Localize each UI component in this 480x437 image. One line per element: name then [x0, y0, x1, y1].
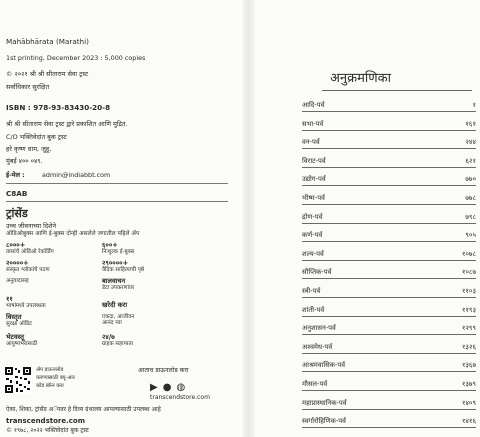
toc-entry-rule: [302, 167, 476, 168]
brand-tagline: उच्च जीवनाच्या दिशेने: [6, 222, 57, 230]
toc-entry: [258, 267, 480, 280]
feature-item: अनुवादासह: [6, 278, 29, 284]
toc-heading: अनुक्रमणिका: [330, 71, 392, 86]
feature-item: खरेदी करा: [102, 301, 128, 309]
toc-entry-rule: [302, 427, 476, 428]
printing-info: 1st printing, December 2023 : 5,000 copies: [6, 54, 146, 62]
toc-entry-rule: [302, 130, 476, 131]
store-url: transcendstore.com: [6, 417, 85, 425]
toc-entry: [258, 398, 480, 411]
toc-entry-rule: [302, 297, 476, 298]
toc-entry-title: स्त्री-पर्व: [302, 287, 321, 295]
divider: [6, 183, 228, 184]
toc-entry: [258, 193, 480, 206]
brand-tagline-2: ऑडिओबुक्स आणि ई-बुक्स दोन्ही असलेले जगातील पहिले ॲप: [6, 231, 140, 237]
feature-item: ८०००+ तासांचे ऑडिओ रेकॉर्डिंग: [6, 241, 54, 255]
feature-item: भेटवस्तू आयुष्यभरासाठी: [6, 333, 38, 347]
publisher-line: श्री श्री सीताराम सेवा ट्रस्ट द्वारे प्रकाशित आणि मुद्रित.: [6, 120, 128, 128]
toc-entry-page: १३७९: [461, 380, 476, 388]
feature-item: एकदा, आजीवन आनंद घ्या: [102, 314, 135, 327]
brand-name: ट्रांसेंड: [6, 207, 28, 220]
toc-entry-page: १३२६: [461, 342, 476, 351]
toc-entry-page: २४४: [465, 138, 476, 147]
toc-entry-title: वन-पर्व: [302, 138, 320, 147]
toc-entry-rule: [302, 185, 476, 186]
toc-entry-title: मौसल-पर्व: [302, 380, 328, 388]
download-now: आताच डाऊनलोड करा: [138, 367, 189, 374]
toc-entry-rule: [302, 316, 476, 317]
toc-entry-title: आदि-पर्व: [302, 101, 325, 109]
isbn: ISBN : 978-93-83430-20-8: [6, 103, 111, 112]
toc-entry-page: ११९३: [461, 305, 476, 314]
qr-caption-1: ॲप डाऊनलोड: [36, 367, 64, 373]
feature-item: २००००+ संस्कृत श्लोकांचे पठण: [6, 259, 50, 273]
toc-entry-title: विराट-पर्व: [302, 156, 326, 165]
feature-item: विस्तृत सुरक्षा ऑडिट: [6, 313, 32, 327]
toc-entry-title: शांती-पर्व: [302, 305, 325, 314]
store-url-small: transcendstore.com: [150, 394, 210, 401]
toc-entry-rule: [302, 111, 476, 112]
feature-item: २९००००+ वैदिक साहित्याची पृष्ठे: [102, 259, 145, 273]
book-gutter: [243, 0, 255, 437]
address-line-3: मुंबई ४०० ०४९.: [6, 157, 43, 165]
divider: [6, 201, 228, 202]
toc-entry-title: कर्ण-पर्व: [302, 231, 323, 240]
email-label: ई-मेल :: [6, 171, 25, 179]
feature-item: ६००+ निःशुल्क ई-बुक्स: [102, 241, 135, 255]
contents-page: [258, 0, 480, 437]
toc-entry-page: १२९९: [461, 324, 476, 333]
toc-entry-page: ७७०: [465, 175, 476, 184]
toc-entry: [258, 249, 480, 262]
app-store-icons: [150, 382, 190, 393]
rights-reserved: सर्वाधिकार सुरक्षित: [6, 83, 50, 91]
toc-entry-title: आश्रमवासिक-पर्व: [302, 361, 346, 370]
toc-entry: [258, 174, 480, 187]
toc-entry: [258, 286, 480, 299]
toc-entry-page: १४१६: [461, 417, 476, 426]
feature-item: २४/७ ग्राहक सहाय्यता: [102, 333, 134, 347]
toc-entry-page: १६१: [465, 119, 476, 128]
toc-entry-page: १३६७: [461, 361, 476, 370]
toc-entry: [258, 360, 480, 373]
toc-entry-rule: [302, 334, 476, 335]
toc-entry-title: उद्योग-पर्व: [302, 175, 326, 184]
toc-entry: [258, 156, 480, 169]
qr-caption-2: करण्यासाठी क्यू-आर: [36, 375, 75, 381]
toc-entry-title: सभा-पर्व: [302, 119, 324, 128]
toc-entry-page: ९०५: [465, 231, 476, 240]
qr-code-icon: [4, 366, 32, 394]
copyright-bbt: © १९७८, २०२२ भक्तिवेदांत बुक ट्रस्ट: [6, 427, 89, 434]
toc-entry-rule: [302, 278, 476, 279]
toc-entry-rule: [302, 353, 476, 354]
toc-entry-page: ६२१: [465, 156, 476, 165]
toc-entry: [258, 416, 480, 429]
toc-heading-rule: [322, 90, 472, 91]
toc-entry-title: शल्य-पर्व: [302, 249, 324, 258]
qr-caption-3: कोड स्कॅन करा: [36, 383, 64, 389]
address-line-1: C/O भक्तिवेदांत बुक ट्रस्ट: [6, 133, 67, 141]
play-store-icon: ▶: [150, 382, 163, 393]
toc-entry: [258, 119, 480, 132]
toc-entry-rule: [302, 223, 476, 224]
toc-entry-page: १: [472, 101, 476, 109]
toc-entry: [258, 230, 480, 243]
toc-entry: [258, 100, 480, 113]
toc-entry-title: सौप्तिक-पर्व: [302, 268, 332, 277]
toc-entry: [258, 379, 480, 392]
globe-icon: ◍: [176, 382, 191, 393]
toc-entry: [258, 323, 480, 336]
toc-entry: [258, 305, 480, 318]
toc-entry-page: १०८७: [461, 268, 476, 277]
copyright-trust: © २०२१ श्री श्री सीताराम सेवा ट्रस्ट: [6, 70, 89, 78]
toc-entry-title: द्रोण-पर्व: [302, 212, 323, 221]
toc-entry-title: स्वर्गारोहिणिक-पर्व: [302, 417, 346, 426]
toc-entry-rule: [302, 390, 476, 391]
toc-entry: [258, 137, 480, 150]
toc-entry-title: भीष्म-पर्व: [302, 194, 325, 202]
toc-entry: [258, 212, 480, 225]
toc-entry: [258, 342, 480, 355]
footer-note: ऐका, शिका, ट्रांसेंड अॅपवर हे दिव्य ग्रंथालय आपल्यासाठी उपलब्ध आहे: [6, 406, 161, 413]
toc-entry-title: अनुशासन-पर्व: [302, 324, 336, 333]
toc-entry-title: अश्वमेध-पर्व: [302, 342, 333, 351]
email-address: admin@indiabbt.com: [42, 171, 111, 179]
toc-entry-page: १४०९: [461, 398, 476, 407]
copyright-page: [0, 0, 238, 437]
book-title: Mahābhārata (Marathi): [6, 37, 89, 46]
toc-entry-rule: [302, 241, 476, 242]
apple-icon: ●: [162, 382, 177, 393]
feature-item: बालवाचन डेटा उपकरणांवर: [102, 277, 135, 291]
toc-entry-page: १०७८: [461, 249, 476, 258]
toc-entry-rule: [302, 204, 476, 205]
toc-entry-title: महाप्रास्थानिक-पर्व: [302, 398, 347, 407]
toc-entry-page: ११०३: [461, 287, 476, 295]
address-line-2: हरे कृष्ण धाम, जुहू,: [6, 145, 52, 153]
book-code: C8AB: [6, 189, 28, 198]
toc-entry-page: ७९८: [465, 212, 476, 221]
toc-entry-rule: [302, 260, 476, 261]
toc-entry-rule: [302, 409, 476, 410]
toc-entry-page: ७७८: [465, 194, 476, 202]
feature-item: ११ भाषांमध्ये उपलब्धता: [6, 295, 46, 309]
toc-entry-rule: [302, 371, 476, 372]
toc-entry-rule: [302, 148, 476, 149]
